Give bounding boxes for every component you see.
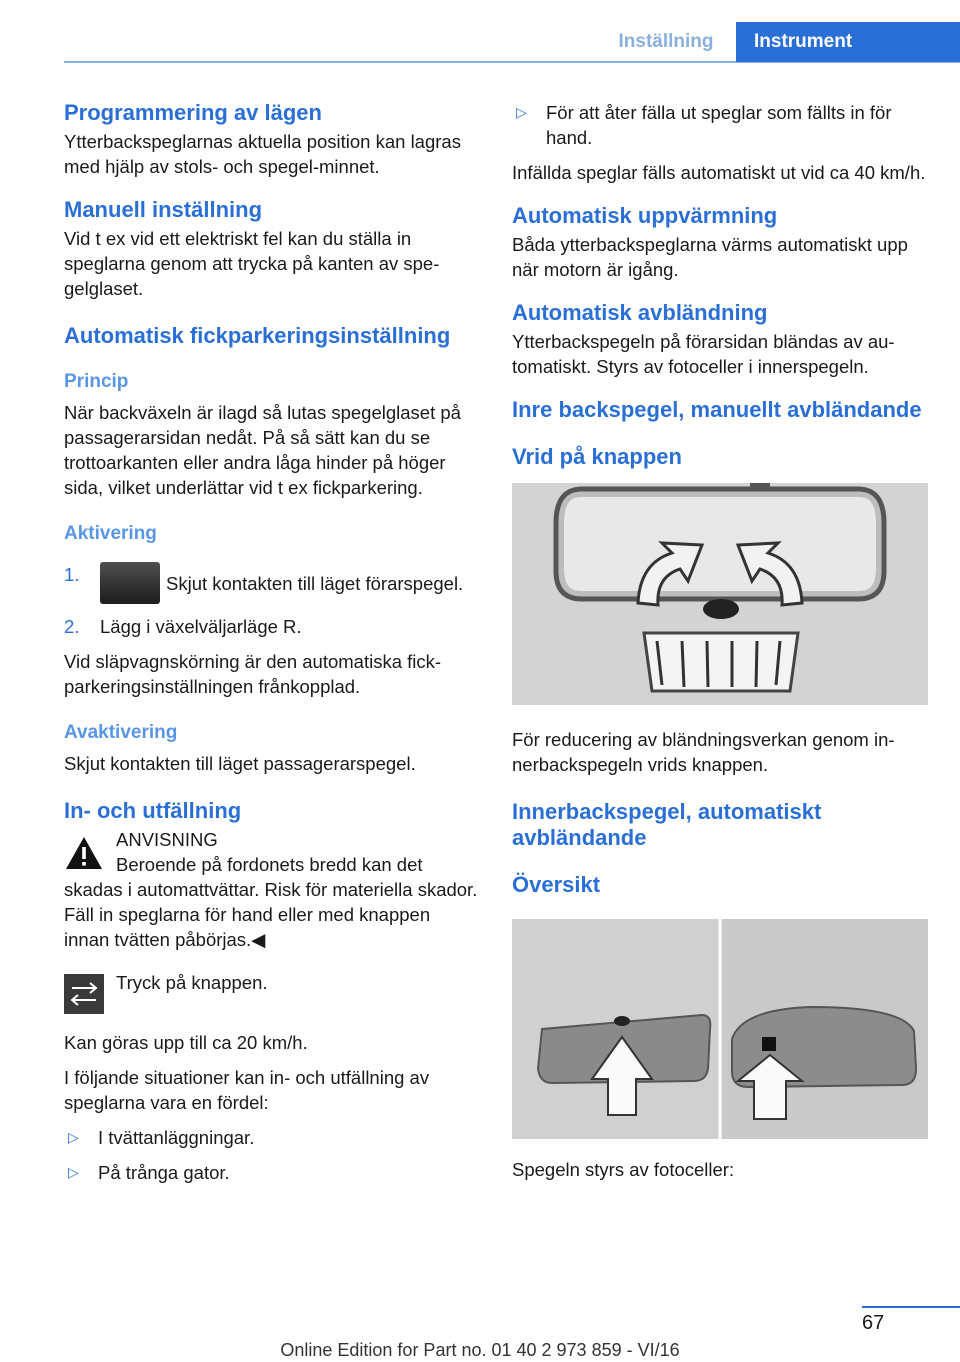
- heading-avblandning: Automatisk avbländning: [512, 300, 768, 325]
- footer-edition: Online Edition for Part no. 01 40 2 973 859 - VI/16: [280, 1340, 680, 1360]
- text-avblandning: Ytterbackspegeln på förarsidan bländas av automatiskt. Styrs av fotoceller i innerspegeln.: [512, 331, 895, 377]
- bullet-text: På trånga gator.: [98, 1162, 230, 1183]
- text-slapvagn: Vid släpvagnskörning är den automatiska fickparkeringsinställningen frånkopplad.: [64, 651, 442, 697]
- text-spegeln: Spegeln styrs av fotoceller:: [512, 1159, 735, 1180]
- right-column: [512, 100, 928, 1182]
- page-number: 67: [862, 1312, 885, 1334]
- list-item: [64, 614, 480, 639]
- heading-infallning: In- och utfällning: [64, 798, 242, 823]
- list-item: [512, 100, 928, 150]
- note-title: ANVISNING: [116, 829, 218, 850]
- text-kan: Kan göras upp till ca 20 km/h.: [64, 1032, 308, 1053]
- heading-manuell: Manuell inställning: [64, 197, 263, 222]
- heading-vrid: Vrid på knappen: [512, 444, 682, 469]
- list-item: [64, 562, 480, 604]
- text-infallda: Infällda speglar fälls automatiskt ut vid ca 40 km/h.: [512, 162, 926, 183]
- heading-uppvarmning: Automatisk uppvärmning: [512, 203, 778, 228]
- step-text: Skjut kontakten till läget förarspegel.: [166, 573, 464, 594]
- text-avaktivering: Skjut kontakten till läget passagerarspegel.: [64, 753, 416, 774]
- heading-fickparkering: Automatisk fickparkeringsinställning: [64, 323, 451, 348]
- text-uppvarmning: Båda ytterbackspeglarna värms automatiskt upp när motorn är igång.: [512, 234, 908, 280]
- bullet-text: I tvättanläggningar.: [98, 1127, 255, 1148]
- text-princip: När backväxeln är ilagd så lutas spegelglaset på passagerarsidan nedåt. På så sätt kan du se trottoarkanten eller andra låga hinder på höger sida, vilket underlättar vid t ex fickparkering.: [64, 402, 461, 498]
- button-instruction: [64, 970, 480, 1012]
- tab-installning[interactable]: Inställning: [618, 31, 714, 52]
- mirror-switch-icon: [100, 562, 160, 604]
- heading-programmering: Programmering av lägen: [64, 100, 322, 125]
- text-manuell: Vid t ex vid ett elektriskt fel kan du ställa in speglarna genom att trycka på kanten av spegelglaset.: [64, 228, 440, 299]
- fold-button-icon: [64, 974, 104, 1014]
- heading-inre: Inre backspegel, manuellt avbländande: [512, 397, 922, 422]
- bullet-text: För att åter fälla ut speglar som fällts in för hand.: [546, 102, 892, 148]
- text-tryck: Tryck på knappen.: [116, 972, 268, 993]
- note-body: Beroende på fordonets bredd kan det skadas i automattvättar. Risk för materiella skador. Fäll in speglarna för hand eller med knappen innan tvätten påbörjas.◀: [64, 854, 478, 950]
- step-text: Lägg i växelväljarläge R.: [100, 616, 302, 637]
- heading-princip: Princip: [64, 371, 129, 392]
- photocell-illustration: [512, 919, 928, 1139]
- tab-instrument[interactable]: Instrument: [736, 22, 960, 62]
- heading-aktivering: Aktivering: [64, 523, 157, 544]
- bullet-icon: ▷: [68, 1164, 79, 1180]
- warning-icon: [64, 835, 104, 871]
- heading-avaktivering: Avaktivering: [64, 722, 178, 743]
- mirror-knob-illustration: [512, 483, 928, 705]
- bullet-icon: ▷: [68, 1129, 79, 1145]
- text-programmering: Ytterbackspeglarnas aktuella position kan lagras med hjälp av stols- och spegel-minnet.: [64, 131, 461, 177]
- text-reducering: För reducering av bländningsverkan genom innerbackspegeln vrids knappen.: [512, 729, 895, 775]
- left-column: [64, 100, 480, 1185]
- heading-innerauto: Innerbackspegel, automatiskt avbländande: [512, 799, 822, 850]
- step-number: 2.: [64, 616, 80, 637]
- list-item: [64, 1125, 480, 1150]
- list-item: [64, 1160, 480, 1185]
- warning-note: [64, 827, 480, 852]
- bullet-icon: ▷: [516, 104, 527, 120]
- footer-rule: [862, 1306, 960, 1308]
- heading-oversikt: Översikt: [512, 872, 601, 897]
- step-number: 1.: [64, 564, 80, 585]
- text-foljande: I följande situationer kan in- och utfällning av speglarna vara en fördel:: [64, 1067, 430, 1113]
